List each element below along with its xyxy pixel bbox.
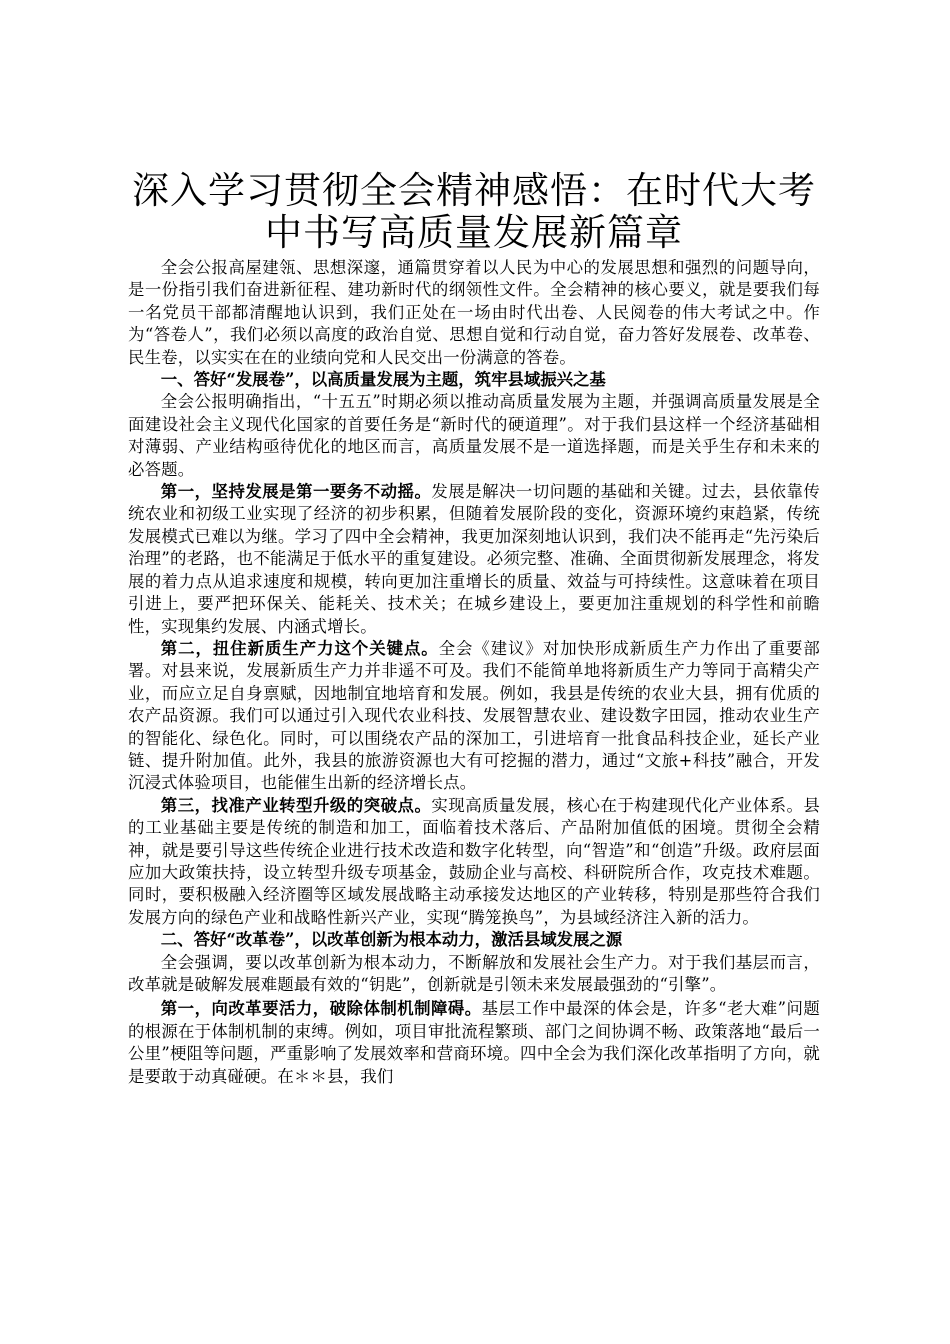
- section-2-point-1-lead: 第一，向改革要活力，破除体制机制障碍。: [160, 999, 482, 1019]
- section-1-point-3: [128, 795, 820, 929]
- section-1-intro: 全会公报明确指出，“十五五”时期必须以推动高质量发展为主题，并强调高质量发展是全面建设社会主义现代化国家的首要任务是“新时代的硬道理”。对于我们县这样一个经济基础相对薄弱、产业结构亟待优化的地区而言，高质量发展不是一道选择题，而是关乎生存和未来的必答题。: [128, 392, 820, 479]
- section-1-point-2-lead: 第二，扭住新质生产力这个关键点。: [160, 638, 439, 658]
- intro-paragraph: 全会公报高屋建瓴、思想深邃，通篇贯穿着以人民为中心的发展思想和强烈的问题导向，是一份指引我们奋进新征程、建功新时代的纲领性文件。全会精神的核心要义，就是要我们每一名党员干部都清醒地认识到，我们正处在一场由时代出卷、人民阅卷的伟大考试之中。作为“答卷人”，我们必须以高度的政治自觉、思想自觉和行动自觉，奋力答好发展卷、改革卷、民生卷，以实实在在的业绩向党和人民交出一份满意的答卷。: [128, 258, 820, 367]
- section-2-point-1: [128, 998, 820, 1088]
- section-1-point-3-text: 实现高质量发展，核心在于构建现代化产业体系。县的工业基础主要是传统的制造和加工，面临着技术落后、产品附加值低的困境。贯彻全会精神，就是要引导这些传统企业进行技术改造和数字化转型，向“智造”和“创造”升级。政府层面应加大政策扶持，设立转型升级专项基金，鼓励企业与高校、科研院所合作，攻克技术难题。同时，要积极融入经济圈等区域发展战略主动承接发达地区的产业转移，特别是那些符合我们发展方向的绿色产业和战略性新兴产业，实现“腾笼换鸟”，为县域经济注入新的活力。: [128, 795, 820, 927]
- section-1-point-1-text: 发展是解决一切问题的基础和关键。过去，县依靠传统农业和初级工业实现了经济的初步积累，但随着发展阶段的变化，资源环境约束趋紧，传统发展模式已难以为继。学习了四中全会精神，我更加深刻地认识到，我们决不能再走“先污染后治理”的老路，也不能满足于低水平的重复建设。必须完整、准确、全面贯彻新发展理念，将发展的着力点从追求速度和规模，转向更加注重增长的质量、效益与可持续性。这意味着在项目引进上，要严把环保关、能耗关、技术关；在城乡建设上，要更加注重规划的科学性和前瞻性，实现集约发展、内涵式增长。: [128, 482, 820, 636]
- document-body: [128, 170, 820, 1088]
- document-title: 深入学习贯彻全会精神感悟：在时代大考中书写高质量发展新篇章: [132, 169, 816, 254]
- section-1-point-1-lead: 第一，坚持发展是第一要务不动摇。: [160, 482, 432, 502]
- section-1-heading: 一、答好“发展卷”，以高质量发展为主题，筑牢县域振兴之基: [160, 370, 606, 390]
- section-1-point-1: [128, 481, 820, 638]
- section-2-heading: 二、答好“改革卷”，以改革创新为根本动力，激活县域发展之源: [160, 930, 623, 950]
- section-2-intro: 全会强调，要以改革创新为根本动力，不断解放和发展社会生产力。对于我们基层而言，改革就是破解发展难题最有效的“钥匙”，创新就是引领未来发展最强劲的“引擎”。: [128, 952, 820, 994]
- section-1-point-3-lead: 第三，找准产业转型升级的突破点。: [160, 795, 432, 815]
- section-2-point-1-text: 基层工作中最深的体会是，许多“老大难”问题的根源在于体制机制的束缚。例如，项目审批流程繁琐、部门之间协调不畅、政策落地“最后一公里”梗阻等问题，严重影响了发展效率和营商环境。四中全会为我们深化改革指明了方向，就是要敢于动真碰硬。在＊＊县，我们: [128, 999, 820, 1086]
- section-1-point-2: [128, 638, 820, 795]
- document-content: [128, 257, 820, 1088]
- section-1-point-2-text: 全会《建议》对加快形成新质生产力作出了重要部署。对县来说，发展新质生产力并非遥不可及。我们不能简单地将新质生产力等同于高精尖产业，而应立足自身禀赋，因地制宜地培育和发展。例如，我县是传统的农业大县，拥有优质的农产品资源。我们可以通过引入现代农业科技、发展智慧农业、建设数字田园，推动农业生产的智能化、绿色化。同时，可以围绕农产品的深加工，引进培育一批食品科技企业，延长产业链、提升附加值。此外，我县的旅游资源也大有可挖掘的潜力，通过“文旅+科技”融合，开发沉浸式体验项目，也能催生出新的经济增长点。: [128, 638, 820, 793]
